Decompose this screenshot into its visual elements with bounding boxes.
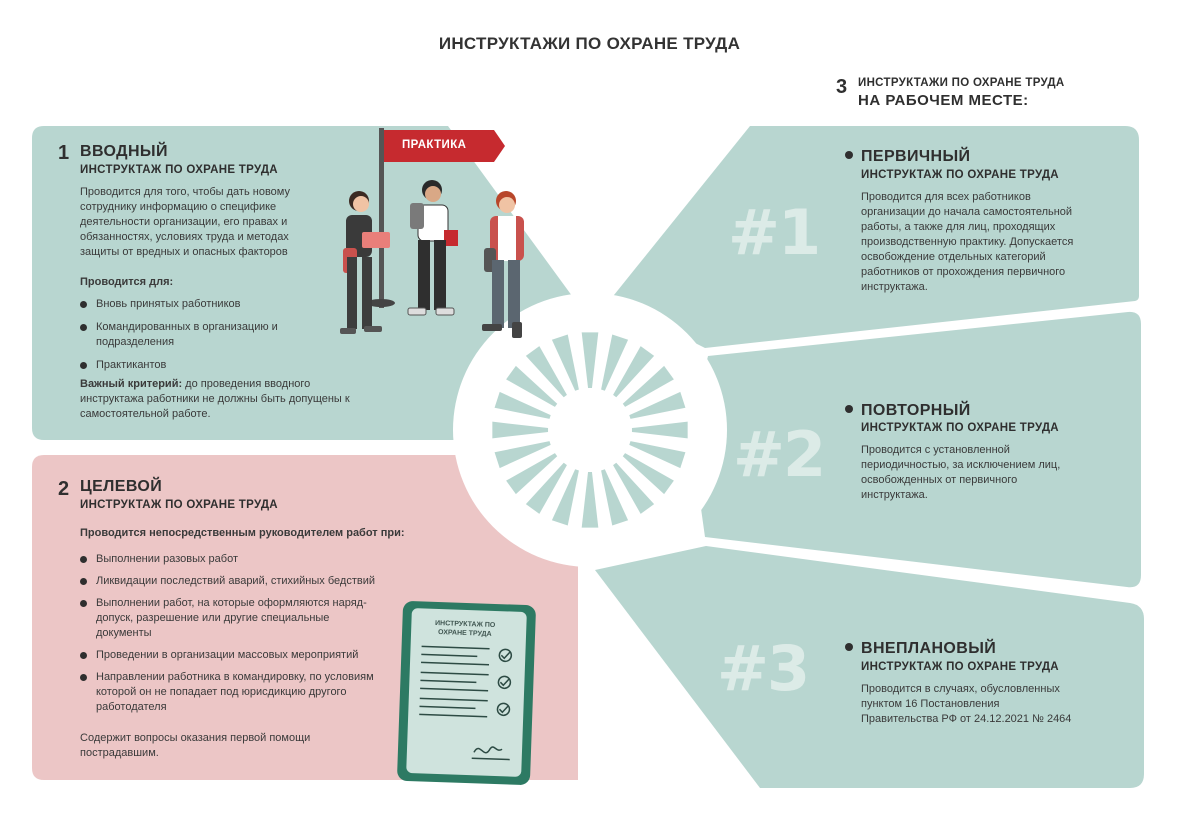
section1-heading: ВВОДНЫЙ bbox=[80, 143, 168, 160]
criterion-text: до проведения вводного инструктажа работники не должны быть допущены к самостоятельной работе. bbox=[80, 378, 350, 420]
criterion-label: Важный критерий: bbox=[80, 378, 183, 390]
card2-heading-text: ПОВТОРНЫЙ bbox=[861, 402, 971, 419]
list-item: Вновь принятых работников bbox=[80, 297, 310, 312]
section1-list-title: Проводится для: bbox=[80, 276, 174, 288]
list-item: Направлении работника в командировку, по условиям которой он не попадает под юрисдикцию другого работодателя bbox=[80, 670, 385, 715]
card1-heading bbox=[845, 148, 970, 166]
card3-heading-text: ВНЕПЛАНОВЫЙ bbox=[861, 640, 997, 657]
section1-number-text: 1 bbox=[58, 142, 70, 164]
list-item: Командированных в организацию и подразделения bbox=[80, 320, 310, 350]
card2-badge: #2 bbox=[733, 418, 825, 491]
card1-subheading: ИНСТРУКТАЖ ПО ОХРАНЕ ТРУДА bbox=[861, 169, 1059, 181]
card3-text: Проводится в случаях, обусловленных пунктом 16 Постановления Правительства РФ от 24.12.2021 № 2464 bbox=[861, 683, 1072, 725]
list-item: Выполнении разовых работ bbox=[80, 552, 385, 567]
section2-list bbox=[80, 552, 385, 715]
section3-title: НА РАБОЧЕМ МЕСТЕ: bbox=[858, 92, 1029, 109]
section1-list bbox=[80, 297, 310, 373]
card2-heading bbox=[845, 402, 971, 420]
card2-subheading: ИНСТРУКТАЖ ПО ОХРАНЕ ТРУДА bbox=[861, 422, 1059, 434]
card3-badge: #3 bbox=[717, 632, 809, 705]
section2-subheading: ИНСТРУКТАЖ ПО ОХРАНЕ ТРУДА bbox=[80, 499, 278, 511]
section2-footer: Содержит вопросы оказания первой помощи пострадавшим. bbox=[80, 732, 311, 759]
document-title: ИНСТРУКТАЖ ПО ОХРАНЕ ТРУДА bbox=[434, 619, 496, 638]
flag-label: ПРАКТИКА bbox=[402, 139, 467, 151]
card3-subheading: ИНСТРУКТАЖ ПО ОХРАНЕ ТРУДА bbox=[861, 661, 1059, 673]
list-item: Проведении в организации массовых мероприятий bbox=[80, 648, 385, 663]
card2-text: Проводится с установленной периодичностью, за исключением лиц, освобожденных от первичного инструктажа. bbox=[861, 444, 1061, 501]
list-item: Ликвидации последствий аварий, стихийных бедствий bbox=[80, 574, 385, 589]
section3-pretitle: ИНСТРУКТАЖИ ПО ОХРАНЕ ТРУДА bbox=[858, 77, 1065, 89]
section2-heading: ЦЕЛЕВОЙ bbox=[80, 478, 163, 495]
card1-text: Проводится для всех работников организации до начала самостоятельной работы, а также для лиц, проходящих производственную практику. Допускается освобождение отдельных категорий работников от прохождения первичного инструктажа. bbox=[861, 191, 1074, 293]
bullet-icon bbox=[845, 643, 853, 651]
section1-criterion bbox=[80, 377, 360, 422]
section3-number: 3 bbox=[836, 76, 848, 98]
list-item: Выполнении работ, на которые оформляются наряд-допуск, разрешение или другие специальные документы bbox=[80, 596, 385, 641]
bullet-icon bbox=[845, 405, 853, 413]
list-item: Практикантов bbox=[80, 358, 310, 373]
card1-heading-text: ПЕРВИЧНЫЙ bbox=[861, 148, 971, 165]
card1-badge: #1 bbox=[728, 196, 820, 269]
bullet-icon bbox=[845, 151, 853, 159]
card3-heading bbox=[845, 640, 996, 658]
section1-description: Проводится для того, чтобы дать новому сотруднику информацию о специфике деятельности организации, его правах и обязанностях, условиях труда и методах защиты от вредных и опасных факторов bbox=[80, 186, 290, 258]
page-title: ИНСТРУКТАЖИ ПО ОХРАНЕ ТРУДА bbox=[438, 34, 741, 53]
section1-subheading: ИНСТРУКТАЖ ПО ОХРАНЕ ТРУДА bbox=[80, 164, 278, 176]
section2-number: 2 bbox=[58, 478, 70, 500]
section1-number bbox=[58, 142, 69, 165]
section2-list-title: Проводится непосредственным руководителем работ при: bbox=[80, 527, 405, 539]
